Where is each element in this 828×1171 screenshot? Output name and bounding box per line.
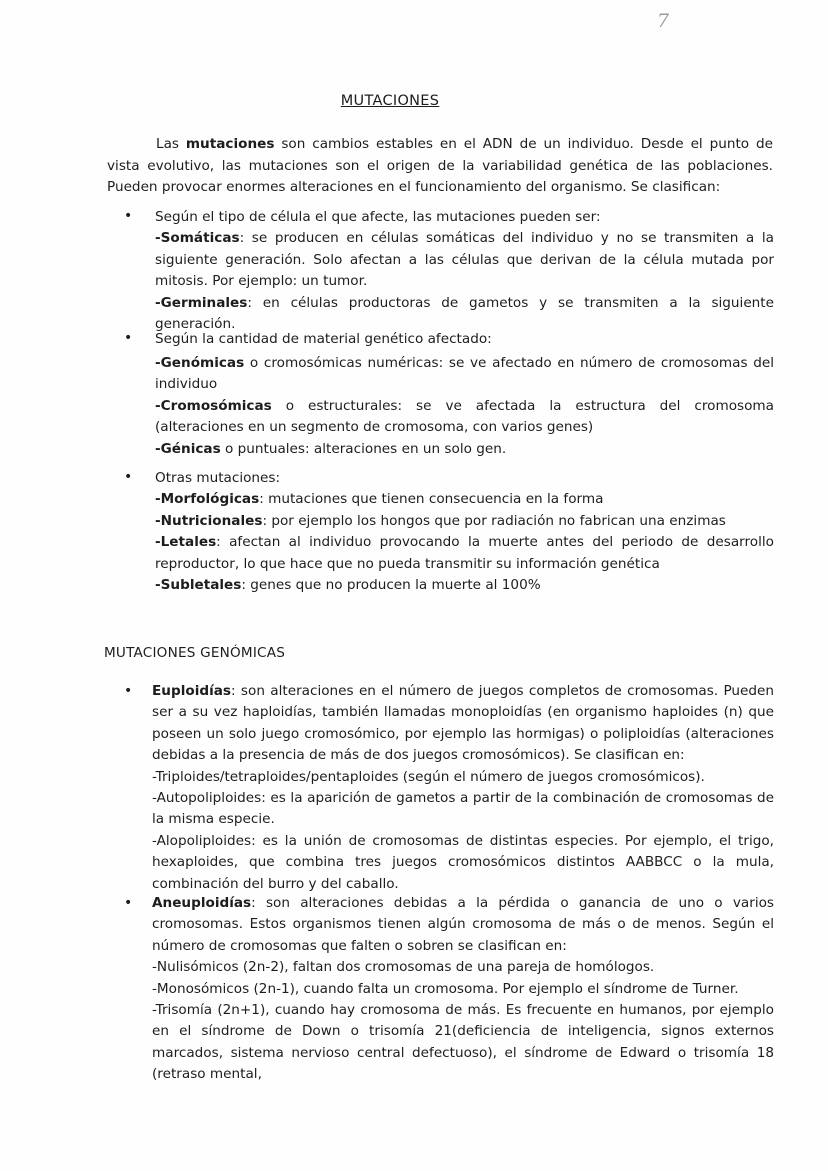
bullet-icon: •: [124, 895, 133, 911]
list-item: -Monosómicos (2n-1), cuando falta un cromosoma. Por ejemplo el síndrome de Turner.: [152, 980, 739, 997]
item-term: -Genómicas: [155, 355, 245, 371]
list-item: [155, 489, 774, 510]
list-item: [155, 532, 774, 575]
list-item: [152, 681, 774, 767]
list-item: [155, 228, 774, 292]
page-title: MUTACIONES: [340, 93, 440, 109]
list-item: [155, 439, 774, 460]
list-item: -Nulisómicos (2n-2), faltan dos cromosomas de una pareja de homólogos.: [152, 959, 655, 976]
list-item: [152, 893, 774, 957]
item-term: -Nutricionales: [155, 512, 263, 529]
list-item: -Autopoliploides: es la aparición de gametos a partir de la combinación de cromosomas de la misma especie.: [152, 790, 774, 828]
item-term: -Génicas: [155, 440, 221, 457]
intro-rest: son cambios estables en el ADN de un individuo. Desde el punto de vista evolutivo, las mutaciones son el origen de la variabilidad genética de las poblaciones. Pueden provocar enormes alteraciones en el funcionamiento del organismo. Se clasifican:: [107, 136, 773, 195]
bullet-euploidias: [152, 681, 774, 895]
item-term: -Subletales: [155, 577, 242, 594]
item-text: : afectan al individuo provocando la muerte antes del periodo de desarrollo reproductor, lo que hace que no pueda transmitir su información genética: [155, 534, 774, 572]
item-text: o cromosómicas numéricas: se ve afectado en número de cromosomas del individuo: [155, 355, 774, 393]
list-item: -Triploides/tetraploides/pentaploides (según el número de juegos cromosómicos).: [152, 768, 705, 785]
item-term: -Letales: [155, 534, 217, 551]
item-term: -Somáticas: [155, 230, 240, 247]
item-text: o puntuales: alteraciones en un solo gen.: [220, 440, 507, 457]
item-term: -Germinales: [155, 294, 248, 311]
list-item: [155, 575, 774, 596]
item-text: o estructurales: se ve afectada la estructura del cromosoma (alteraciones en un segmento de cromosoma, con varios genes): [155, 397, 774, 436]
bullet-icon: •: [124, 208, 133, 224]
item-term: -Morfológicas: [155, 491, 260, 508]
item-text: : en células productoras de gametos y se transmiten a la siguiente generación.: [155, 294, 774, 333]
page-number: 7: [657, 10, 670, 32]
bullet-icon: •: [124, 683, 133, 699]
bullet-lead: Según la cantidad de material genético afectado:: [155, 331, 492, 347]
item-term: Euploidías: [152, 683, 232, 699]
item-text: : genes que no producen la muerte al 100%: [241, 577, 541, 594]
section-heading: MUTACIONES GENÓMICAS: [104, 645, 286, 661]
bullet-otras: [155, 468, 774, 596]
list-item: [155, 353, 774, 396]
bullet-icon: •: [124, 330, 133, 346]
item-text: : mutaciones que tienen consecuencia en la forma: [259, 491, 604, 508]
intro-term: mutaciones: [185, 136, 275, 152]
item-term: Aneuploidías: [152, 895, 252, 911]
bullet-lead: Otras mutaciones:: [155, 470, 281, 486]
item-text: : son alteraciones en el número de juegos completos de cromosomas. Pueden ser a su vez haploidías, también llamadas monoploidías (en organismo haploides (n) que poseen un solo juego cromosómico, por ejemplo las hormigas) o poliploidías (alteraciones debidas a la presencia de más de dos juegos cromosómicos). Se clasifican en:: [152, 683, 774, 764]
intro-pre: Las: [156, 136, 186, 152]
list-item: [155, 396, 774, 439]
list-item: -Trisomía (2n+1), cuando hay cromosoma de más. Es frecuente en humanos, por ejemplo en el síndrome de Down o trisomía 21(deficiencia de inteligencia, signos externos marcados, sistema nervioso central defectuoso), el síndrome de Edward o trisomía 18 (retraso mental,: [152, 1002, 774, 1083]
bullet-icon: •: [124, 469, 133, 485]
item-text: : se producen en células somáticas del individuo y no se transmiten a la siguiente generación. Solo afectan a las células que derivan de la célula mutada por mitosis. Por ejemplo: un tumor.: [155, 230, 774, 290]
intro-paragraph: [107, 134, 773, 199]
item-text: : son alteraciones debidas a la pérdida o ganancia de uno o varios cromosomas. Estos organismos tienen algún cromosoma de más o de menos. Según el número de cromosomas que falten o sobren se clasifican en:: [152, 895, 774, 954]
bullet-celula: [155, 207, 774, 335]
bullet-aneuploidias: [152, 893, 774, 1086]
bullet-cantidad: [155, 353, 774, 460]
list-item: -Alopoliploides: es la unión de cromosomas de distintas especies. Por ejemplo, el trigo, hexaploides, que combina tres juegos cromosómicos distintos AABBCC o la mula, combinación del burro y del caballo.: [152, 832, 774, 892]
list-item: [155, 511, 774, 532]
item-text: : por ejemplo los hongos que por radiación no fabrican una enzimas: [262, 512, 726, 529]
item-term: -Cromosómicas: [155, 397, 272, 414]
bullet-lead: Según el tipo de célula el que afecte, las mutaciones pueden ser:: [155, 209, 601, 225]
